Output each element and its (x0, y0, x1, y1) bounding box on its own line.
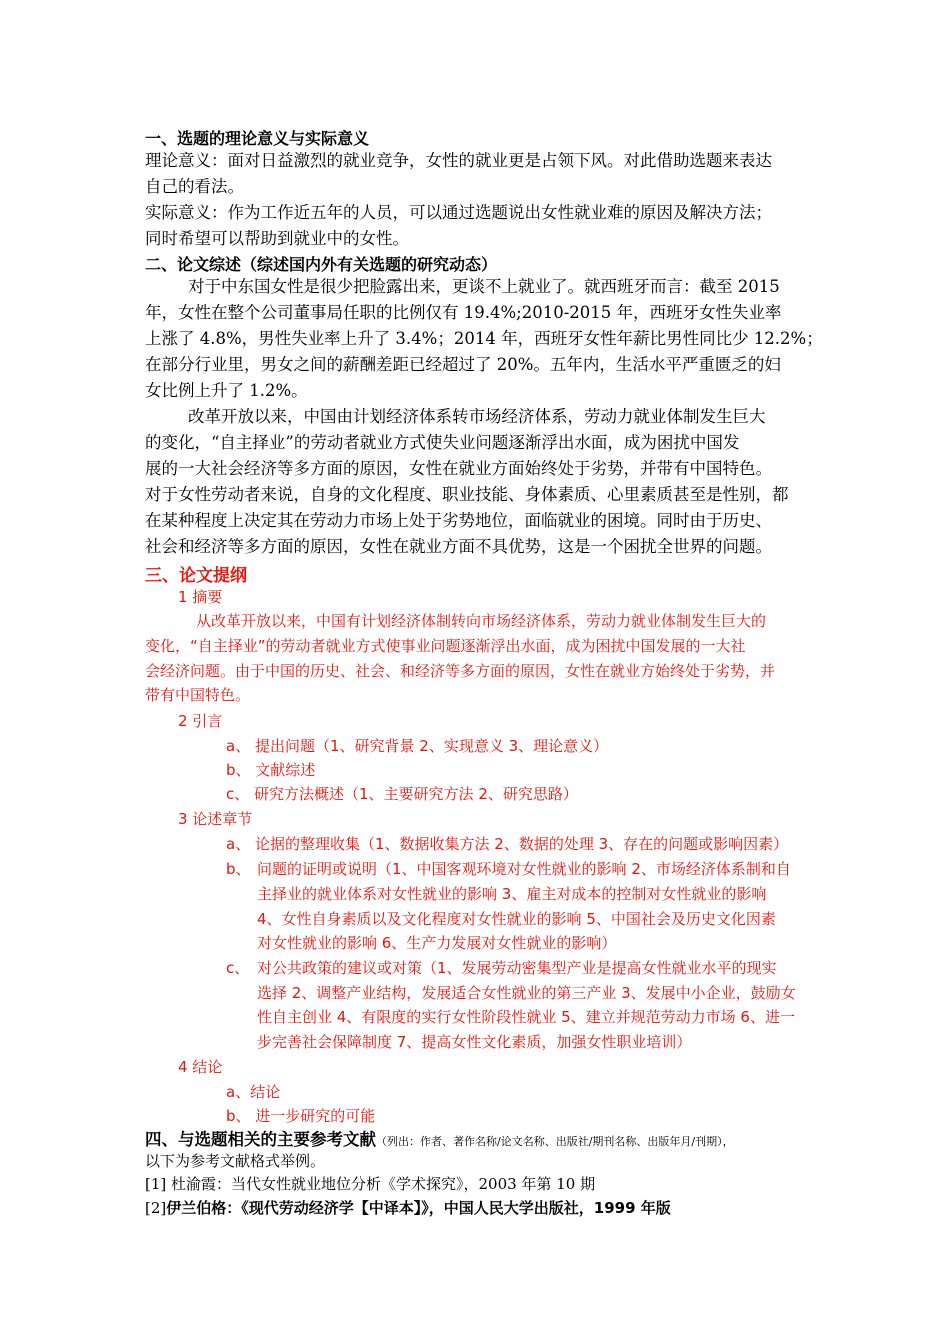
paragraph-line: 上涨了 4.8%，男性失业率上升了 3.4%；2014 年，西班牙女性年薪比男性同比少 12.2%； (145, 329, 823, 348)
outline-chapter-c-line: 对公共政策的建议或对策（1、发展劳动密集型产业是提高女性就业水平的现实 (257, 959, 777, 977)
outline-intro-title: 2 引言 (178, 712, 223, 730)
paragraph-line: 女比例上升了 1.2%。 (145, 381, 308, 400)
outline-intro-item: b、 文献综述 (226, 761, 316, 779)
outline-abstract-line: 从改革开放以来，中国有计划经济体制转向市场经济体系，劳动力就业体制发生巨大的 (196, 612, 767, 630)
outline-chapters-title: 3 论述章节 (178, 810, 253, 828)
outline-intro-item: a、 提出问题（1、研究背景 2、实现意义 3、理论意义） (226, 737, 609, 755)
paragraph-line: 理论意义：面对日益激烈的就业竞争，女性的就业更是占领下风。对此借助选题来表达 (145, 151, 772, 170)
paragraph-line: 改革开放以来，中国由计划经济体系转市场经济体系，劳动力就业体制发生巨大 (188, 407, 766, 426)
section1-heading: 一、选题的理论意义与实际意义 (145, 129, 370, 148)
outline-abstract-line: 会经济问题。由于中国的历史、社会、和经济等多方面的原因，女性在就业方始终处于劣势，并 (145, 662, 776, 680)
outline-abstract-line: 带有中国特色。 (145, 686, 251, 704)
section3-heading: 三、论文提纲 (145, 566, 247, 586)
outline-conclusion-item: a、结论 (226, 1083, 281, 1101)
outline-abstract-title: 1 摘要 (178, 588, 223, 606)
paragraph-line: 在部分行业里，男女之间的薪酬差距已经超过了 20%。五年内，生活水平严重匮乏的妇 (145, 355, 781, 374)
paragraph-line: 以下为参考文献格式举例。 (145, 1152, 326, 1170)
outline-abstract-line: 变化，“自主择业”的劳动者就业方式使事业问题逐渐浮出水面，成为困扰中国发展的一大社 (145, 637, 746, 655)
paragraph-line: 展的一大社会经济等多方面的原因，女性在就业方面始终处于劣势，并带有中国特色。 (145, 459, 772, 478)
paragraph-line: 的变化，“自主择业”的劳动者就业方式使失业问题逐渐浮出水面，成为困扰中国发 (145, 433, 740, 452)
outline-conclusion-title: 4 结论 (178, 1058, 223, 1076)
outline-chapter-c-line: 步完善社会保障制度 7、提高女性文化素质，加强女性职业培训） (257, 1033, 692, 1051)
paragraph-line: 同时希望可以帮助到就业中的女性。 (145, 229, 409, 248)
outline-chapter-b-line: 问题的证明或说明（1、中国客观环境对女性就业的影响 2、市场经济体系制和自 (257, 860, 791, 878)
reference-number: [2] (145, 1199, 167, 1217)
section2-heading: 二、论文综述（综述国内外有关选题的研究动态） (145, 255, 498, 274)
outline-chapter-b-marker: b、 (226, 860, 251, 878)
paragraph-line: 对于中东国女性是很少把脸露出来，更谈不上就业了。就西班牙而言：截至 2015 (188, 277, 780, 296)
paragraph-line: 社会和经济等多方面的原因，女性在就业方面不具优势，这是一个困扰全世界的问题。 (145, 537, 772, 556)
reference-item: [1] 杜渝霞：当代女性就业地位分析《学术探究》，2003 年第 10 期 (145, 1175, 596, 1193)
outline-chapter-b-line: 主择业的就业体系对女性就业的影响 3、雇主对成本的控制对女性就业的影响 (257, 885, 767, 903)
outline-chapter-c-line: 性自主创业 4、有限度的实行女性阶段性就业 5、建立并规范劳动力市场 6、进一 (257, 1008, 795, 1026)
outline-chapter-c-line: 选择 2、调整产业结构，发展适合女性就业的第三产业 3、发展中小企业，鼓励女 (257, 984, 796, 1002)
section4-heading-line (145, 1126, 734, 1150)
paragraph-line: 对于女性劳动者来说，自身的文化程度、职业技能、身体素质、心里素质甚至是性别，都 (145, 485, 789, 504)
paragraph-line: 自己的看法。 (145, 177, 244, 196)
section4-heading-note: （列出：作者、著作名称/论文名称、出版社/期刊名称、出版年月/刊期）， (376, 1135, 734, 1148)
section4-heading: 四、与选题相关的主要参考文献 (145, 1130, 376, 1149)
paragraph-line: 实际意义：作为工作近五年的人员，可以通过选题说出女性就业难的原因及解决方法； (145, 203, 772, 222)
outline-chapter-c-marker: c、 (226, 959, 250, 977)
reference-item-2 (145, 1197, 671, 1218)
paragraph-line: 年，女性在整个公司董事局任职的比例仅有 19.4%;2010-2015 年，西班牙女性失业率 (145, 303, 782, 322)
outline-intro-item: c、 研究方法概述（1、主要研究方法 2、研究思路） (226, 785, 578, 803)
outline-chapter-b-line: 4、女性自身素质以及文化程度对女性就业的影响 5、中国社会及历史文化因素 (257, 910, 776, 928)
paragraph-line: 在某种程度上决定其在劳动力市场上处于劣势地位，面临就业的困境。同时由于历史、 (145, 511, 772, 530)
outline-chapter-a: a、 论据的整理收集（1、数据收集方法 2、数据的处理 3、存在的问题或影响因素） (226, 835, 789, 853)
outline-chapter-b-line: 对女性就业的影响 6、生产力发展对女性就业的影响） (257, 934, 617, 952)
reference-text: 伊兰伯格：《现代劳动经济学【中译本】》，中国人民大学出版社，1999 年版 (166, 1199, 671, 1217)
outline-conclusion-item: b、 进一步研究的可能 (226, 1107, 376, 1125)
